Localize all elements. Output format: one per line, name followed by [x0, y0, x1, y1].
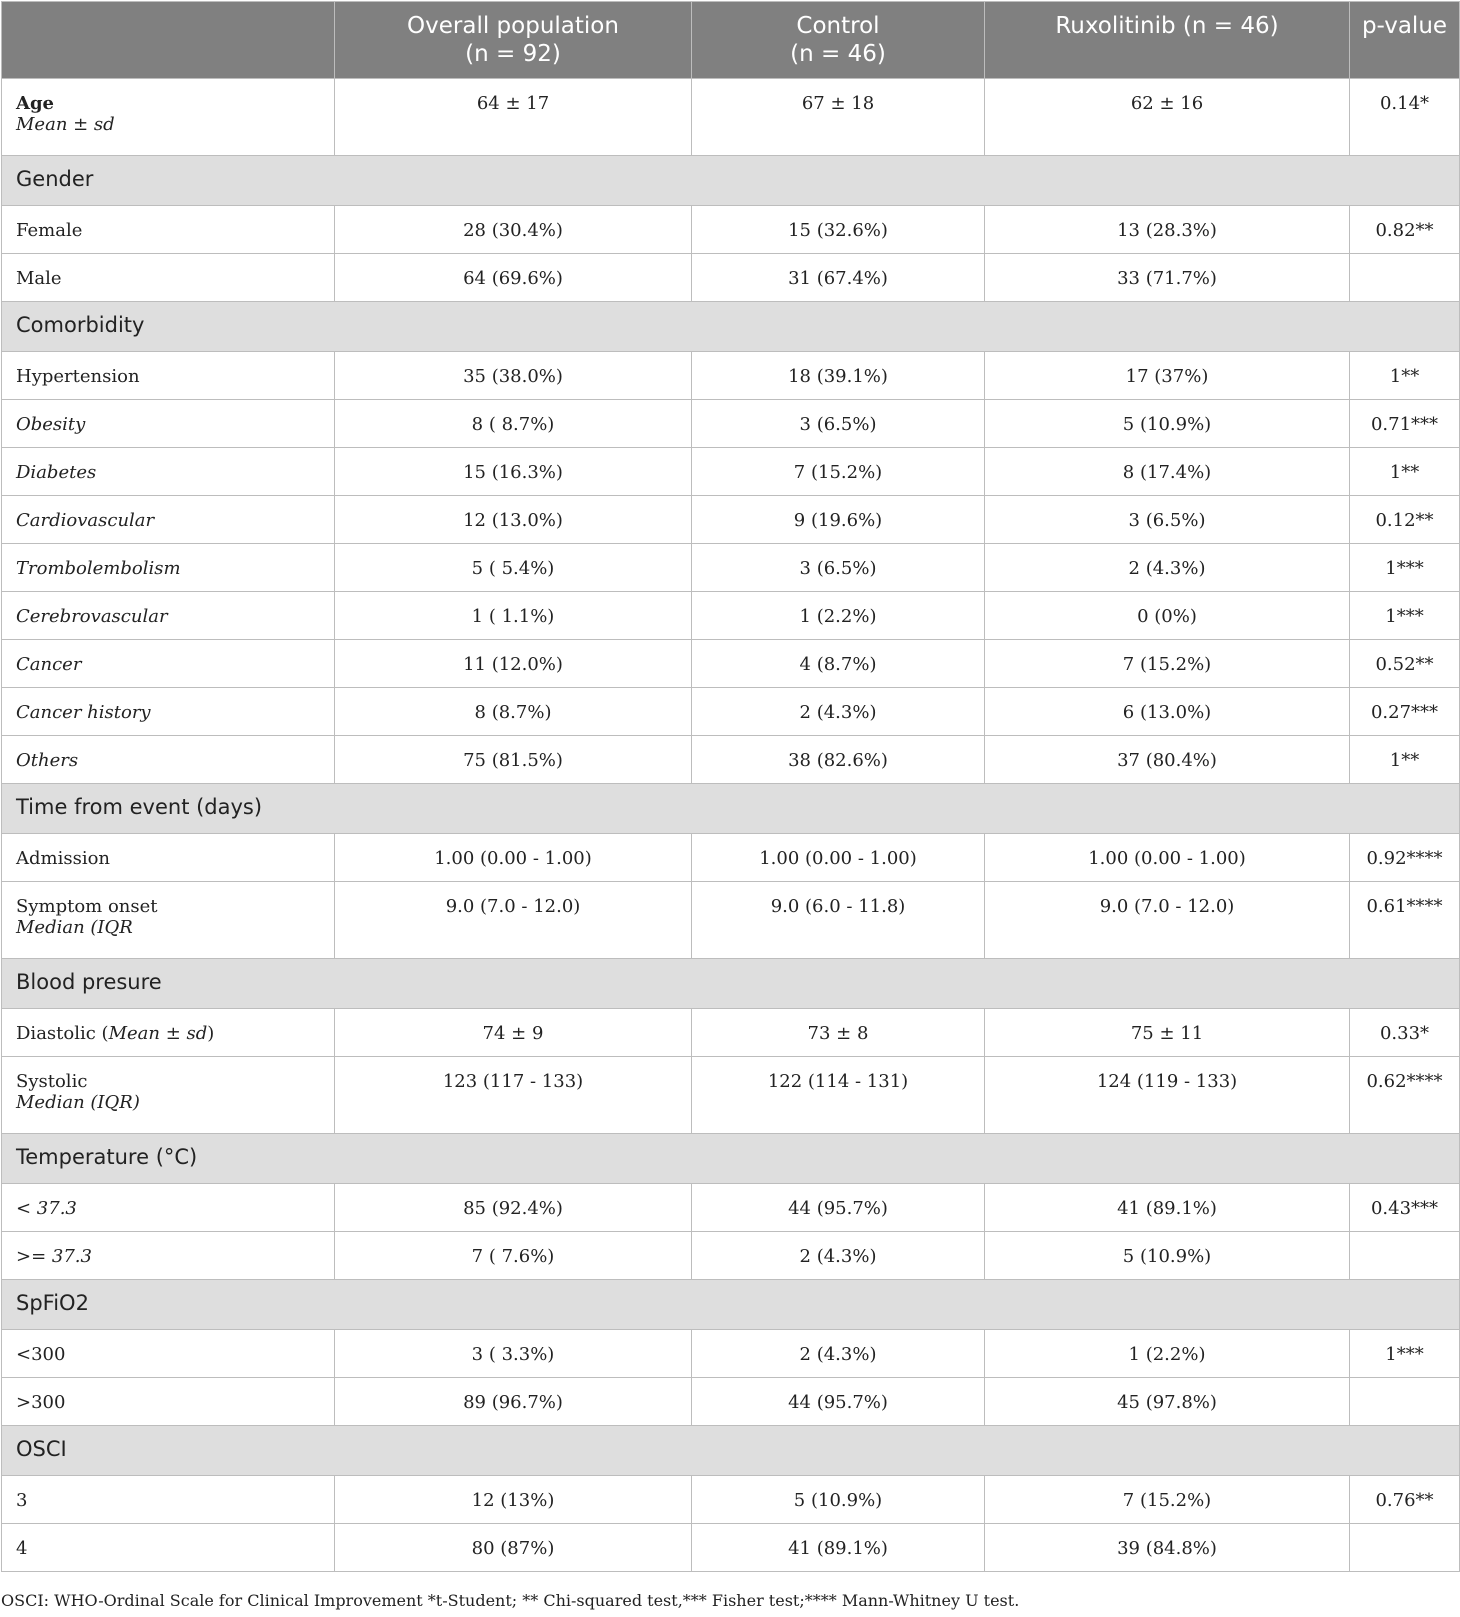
row-label: Trombolembolism [2, 544, 335, 592]
header-empty [2, 2, 335, 79]
table-row-cerebrovascular [2, 592, 1460, 640]
cell-ruxolitinib: 3 (6.5%) [985, 496, 1350, 544]
table-row-hypertension [2, 352, 1460, 400]
row-label: Cancer history [2, 688, 335, 736]
row-label: Others [2, 736, 335, 784]
header-overall: Overall population (n = 92) [335, 2, 692, 79]
cell-ruxolitinib: 5 (10.9%) [985, 400, 1350, 448]
table-row-trombolembolism [2, 544, 1460, 592]
table-row-others [2, 736, 1460, 784]
row-label: Cerebrovascular [2, 592, 335, 640]
cell-ruxolitinib: 37 (80.4%) [985, 736, 1350, 784]
cell-p-value: 0.43*** [1350, 1184, 1460, 1232]
cell-overall: 15 (16.3%) [335, 448, 692, 496]
header-control: Control (n = 46) [692, 2, 985, 79]
table-row-age [2, 79, 1460, 156]
row-label: 4 [2, 1524, 335, 1572]
cell-ruxolitinib: 39 (84.8%) [985, 1524, 1350, 1572]
cell-overall: 85 (92.4%) [335, 1184, 692, 1232]
row-label: >300 [2, 1378, 335, 1426]
cell-ruxolitinib: 75 ± 11 [985, 1009, 1350, 1057]
section-title: Gender [2, 156, 1460, 206]
table-row-male [2, 254, 1460, 302]
cell-p-value: 0.76** [1350, 1476, 1460, 1524]
table-row-spfio2-high [2, 1378, 1460, 1426]
row-label: Diastolic (Mean ± sd) [2, 1009, 335, 1057]
cell-p-value: 0.14* [1350, 79, 1460, 156]
section-title: Temperature (°C) [2, 1134, 1460, 1184]
header-row [2, 2, 1460, 79]
row-label: Female [2, 206, 335, 254]
row-label: <300 [2, 1330, 335, 1378]
cell-overall: 89 (96.7%) [335, 1378, 692, 1426]
table-row-cardiovascular [2, 496, 1460, 544]
cell-control: 44 (95.7%) [692, 1184, 985, 1232]
cell-p-value: 0.61**** [1350, 882, 1460, 959]
row-label: Hypertension [2, 352, 335, 400]
cell-p-value: 1** [1350, 736, 1460, 784]
cell-control: 67 ± 18 [692, 79, 985, 156]
table-row-temp-high [2, 1232, 1460, 1280]
cell-control: 3 (6.5%) [692, 400, 985, 448]
section-row-gender [2, 156, 1460, 206]
table-row-osci-4 [2, 1524, 1460, 1572]
table-row-cancer-history [2, 688, 1460, 736]
section-row-osci [2, 1426, 1460, 1476]
cell-p-value [1350, 1378, 1460, 1426]
cell-ruxolitinib: 41 (89.1%) [985, 1184, 1350, 1232]
table-footnote: OSCI: WHO-Ordinal Scale for Clinical Improvement *t-Student; ** Chi-squared test,*** Fisher test;**** Mann-Whitney U test. [1, 1591, 1020, 1610]
table-row-diastolic [2, 1009, 1460, 1057]
cell-control: 1 (2.2%) [692, 592, 985, 640]
cell-overall: 28 (30.4%) [335, 206, 692, 254]
cell-ruxolitinib: 8 (17.4%) [985, 448, 1350, 496]
cell-control: 5 (10.9%) [692, 1476, 985, 1524]
cell-overall: 1 ( 1.1%) [335, 592, 692, 640]
demographics-table [1, 1, 1460, 1572]
cell-control: 15 (32.6%) [692, 206, 985, 254]
cell-ruxolitinib: 124 (119 - 133) [985, 1057, 1350, 1134]
cell-overall: 11 (12.0%) [335, 640, 692, 688]
section-row-spfio2 [2, 1280, 1460, 1330]
row-label: >= 37.3 [2, 1232, 335, 1280]
cell-overall: 12 (13.0%) [335, 496, 692, 544]
section-title: Comorbidity [2, 302, 1460, 352]
cell-overall: 5 ( 5.4%) [335, 544, 692, 592]
cell-overall: 74 ± 9 [335, 1009, 692, 1057]
cell-overall: 7 ( 7.6%) [335, 1232, 692, 1280]
cell-ruxolitinib: 1.00 (0.00 - 1.00) [985, 834, 1350, 882]
cell-ruxolitinib: 2 (4.3%) [985, 544, 1350, 592]
cell-overall: 12 (13%) [335, 1476, 692, 1524]
cell-ruxolitinib: 6 (13.0%) [985, 688, 1350, 736]
cell-p-value: 0.62**** [1350, 1057, 1460, 1134]
table-row-symptom-onset [2, 882, 1460, 959]
cell-ruxolitinib: 9.0 (7.0 - 12.0) [985, 882, 1350, 959]
row-label: Cardiovascular [2, 496, 335, 544]
section-title: Time from event (days) [2, 784, 1460, 834]
table-row-obesity [2, 400, 1460, 448]
cell-overall: 8 (8.7%) [335, 688, 692, 736]
row-label: Obesity [2, 400, 335, 448]
cell-ruxolitinib: 7 (15.2%) [985, 640, 1350, 688]
cell-p-value: 0.27*** [1350, 688, 1460, 736]
cell-overall: 64 ± 17 [335, 79, 692, 156]
cell-control: 3 (6.5%) [692, 544, 985, 592]
section-title: OSCI [2, 1426, 1460, 1476]
section-row-blood-pressure [2, 959, 1460, 1009]
cell-control: 41 (89.1%) [692, 1524, 985, 1572]
cell-overall: 75 (81.5%) [335, 736, 692, 784]
header-p-value: p-value [1350, 2, 1460, 79]
cell-overall: 80 (87%) [335, 1524, 692, 1572]
table-row-systolic [2, 1057, 1460, 1134]
cell-control: 9 (19.6%) [692, 496, 985, 544]
cell-p-value: 0.92**** [1350, 834, 1460, 882]
section-title: SpFiO2 [2, 1280, 1460, 1330]
cell-overall: 1.00 (0.00 - 1.00) [335, 834, 692, 882]
cell-control: 2 (4.3%) [692, 1330, 985, 1378]
cell-p-value [1350, 1232, 1460, 1280]
cell-ruxolitinib: 7 (15.2%) [985, 1476, 1350, 1524]
cell-p-value: 0.82** [1350, 206, 1460, 254]
cell-control: 2 (4.3%) [692, 1232, 985, 1280]
cell-control: 18 (39.1%) [692, 352, 985, 400]
table-row-osci-3 [2, 1476, 1460, 1524]
section-row-temperature [2, 1134, 1460, 1184]
cell-ruxolitinib: 5 (10.9%) [985, 1232, 1350, 1280]
cell-p-value: 0.33* [1350, 1009, 1460, 1057]
row-label: Male [2, 254, 335, 302]
cell-control: 2 (4.3%) [692, 688, 985, 736]
cell-control: 1.00 (0.00 - 1.00) [692, 834, 985, 882]
cell-ruxolitinib: 33 (71.7%) [985, 254, 1350, 302]
cell-overall: 8 ( 8.7%) [335, 400, 692, 448]
row-label: Diabetes [2, 448, 335, 496]
cell-ruxolitinib: 1 (2.2%) [985, 1330, 1350, 1378]
cell-ruxolitinib: 62 ± 16 [985, 79, 1350, 156]
cell-p-value [1350, 254, 1460, 302]
row-label: Symptom onset Median (IQR [2, 882, 335, 959]
cell-overall: 35 (38.0%) [335, 352, 692, 400]
table-row-admission [2, 834, 1460, 882]
cell-p-value: 0.52** [1350, 640, 1460, 688]
cell-overall: 3 ( 3.3%) [335, 1330, 692, 1378]
cell-p-value: 0.12** [1350, 496, 1460, 544]
cell-ruxolitinib: 0 (0%) [985, 592, 1350, 640]
section-row-comorbidity [2, 302, 1460, 352]
cell-control: 38 (82.6%) [692, 736, 985, 784]
row-label: Systolic Median (IQR) [2, 1057, 335, 1134]
cell-overall: 64 (69.6%) [335, 254, 692, 302]
row-label: Cancer [2, 640, 335, 688]
row-label: Admission [2, 834, 335, 882]
cell-p-value: 0.71*** [1350, 400, 1460, 448]
cell-control: 7 (15.2%) [692, 448, 985, 496]
cell-ruxolitinib: 13 (28.3%) [985, 206, 1350, 254]
cell-control: 9.0 (6.0 - 11.8) [692, 882, 985, 959]
cell-p-value: 1** [1350, 352, 1460, 400]
cell-control: 122 (114 - 131) [692, 1057, 985, 1134]
cell-p-value [1350, 1524, 1460, 1572]
row-label: 3 [2, 1476, 335, 1524]
table-row-diabetes [2, 448, 1460, 496]
cell-p-value: 1*** [1350, 1330, 1460, 1378]
cell-ruxolitinib: 45 (97.8%) [985, 1378, 1350, 1426]
table-row-female [2, 206, 1460, 254]
cell-p-value: 1*** [1350, 544, 1460, 592]
row-label: < 37.3 [2, 1184, 335, 1232]
cell-control: 31 (67.4%) [692, 254, 985, 302]
section-row-time-from-event [2, 784, 1460, 834]
section-title: Blood presure [2, 959, 1460, 1009]
cell-ruxolitinib: 17 (37%) [985, 352, 1350, 400]
header-ruxolitinib: Ruxolitinib (n = 46) [985, 2, 1350, 79]
row-label: Age Mean ± sd [2, 79, 335, 156]
table-row-cancer [2, 640, 1460, 688]
cell-control: 73 ± 8 [692, 1009, 985, 1057]
table-row-spfio2-low [2, 1330, 1460, 1378]
table-row-temp-low [2, 1184, 1460, 1232]
cell-control: 4 (8.7%) [692, 640, 985, 688]
cell-overall: 123 (117 - 133) [335, 1057, 692, 1134]
cell-control: 44 (95.7%) [692, 1378, 985, 1426]
cell-p-value: 1** [1350, 448, 1460, 496]
cell-overall: 9.0 (7.0 - 12.0) [335, 882, 692, 959]
cell-p-value: 1*** [1350, 592, 1460, 640]
